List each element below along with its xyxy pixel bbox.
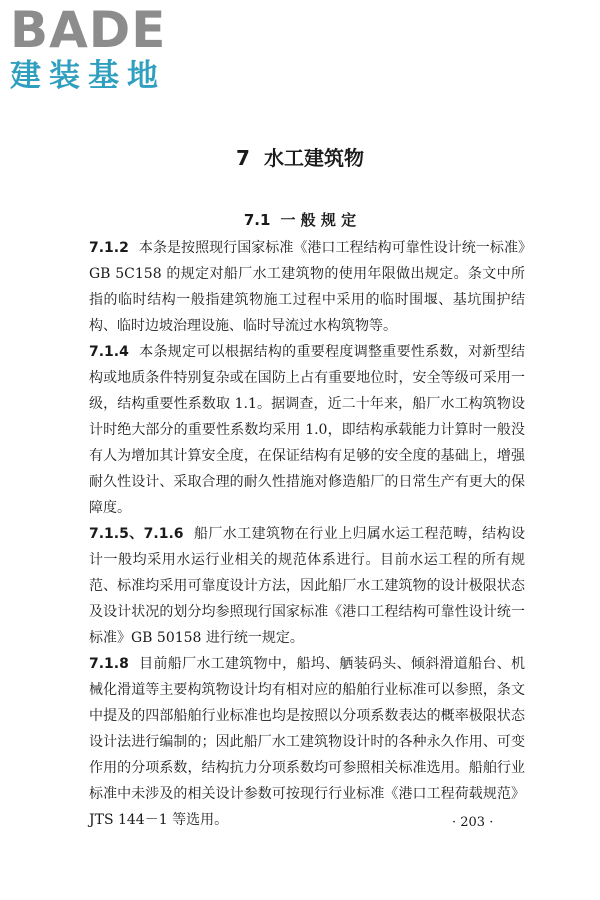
clause-text: 本条规定可以根据结构的重要程度调整重要性系数，对新型结构或地质条件特别复杂或在国防上占有重要地位时，安全等级可采用一级，结构重要性系数取 1.1。据调查，近二十年来，船厂水工构筑物设计时绝大部分的重要性系数均采用 1.0，即结构承载能力计算时一般没有人为增加其计算安全度，在保证结构有足够的安全度的基础上，增强耐久性设计、采取合理的耐久性措施对修造船厂的日常生产有更大的保障度。	[89, 344, 525, 516]
clause-number: 7.1.5、7.1.6	[89, 526, 184, 542]
body-text	[89, 235, 525, 833]
clause-paragraph	[89, 339, 525, 521]
clause-paragraph	[89, 521, 525, 651]
section-title-text: 一 般 规 定	[280, 211, 357, 229]
clause-number: 7.1.4	[89, 344, 129, 360]
clause-text: 船厂水工建筑物在行业上归属水运工程范畴，结构设计一般均采用水运行业相关的规范体系进行。目前水运工程的所有规范、标准均采用可靠度设计方法，因此船厂水工建筑物的设计极限状态及设计状况的划分均参照现行国家标准《港口工程结构可靠性设计统一标准》GB 50158 进行统一规定。	[89, 526, 525, 646]
clause-number: 7.1.8	[89, 656, 129, 672]
clause-paragraph	[89, 651, 525, 833]
chapter-title-text: 水工建筑物	[263, 146, 364, 170]
chapter-number: 7	[236, 146, 250, 170]
logo-wordmark: BADE	[10, 1, 167, 59]
section-title	[0, 208, 600, 232]
clause-paragraph	[89, 235, 525, 339]
page-number: · 203 ·	[452, 815, 494, 830]
clause-number: 7.1.2	[89, 240, 129, 256]
section-number: 7.1	[243, 211, 271, 229]
publisher-logo	[10, 1, 180, 94]
clause-text: 本条是按照现行国家标准《港口工程结构可靠性设计统一标准》GB 5C158 的规定对船厂水工建筑物的使用年限做出规定。条文中所指的临时结构一般指建筑物施工过程中采用的临时围堰、基坑围护结构、临时边坡治理设施、临时导流过水构筑物等。	[89, 240, 525, 334]
clause-text: 目前船厂水工建筑物中，船坞、舾装码头、倾斜滑道船台、机械化滑道等主要构筑物设计均有相对应的船舶行业标准可以参照，条文中提及的四部船舶行业标准也均是按照以分项系数表达的概率极限状态设计法进行编制的；因此船厂水工建筑物设计时的各种永久作用、可变作用的分项系数，结构抗力分项系数均可参照相关标准选用。船舶行业标准中未涉及的相关设计参数可按现行行业标准《港口工程荷载规范》JTS 144－1 等选用。	[89, 656, 525, 828]
chapter-title	[0, 142, 600, 174]
logo-subtitle: 建装基地	[10, 58, 166, 94]
